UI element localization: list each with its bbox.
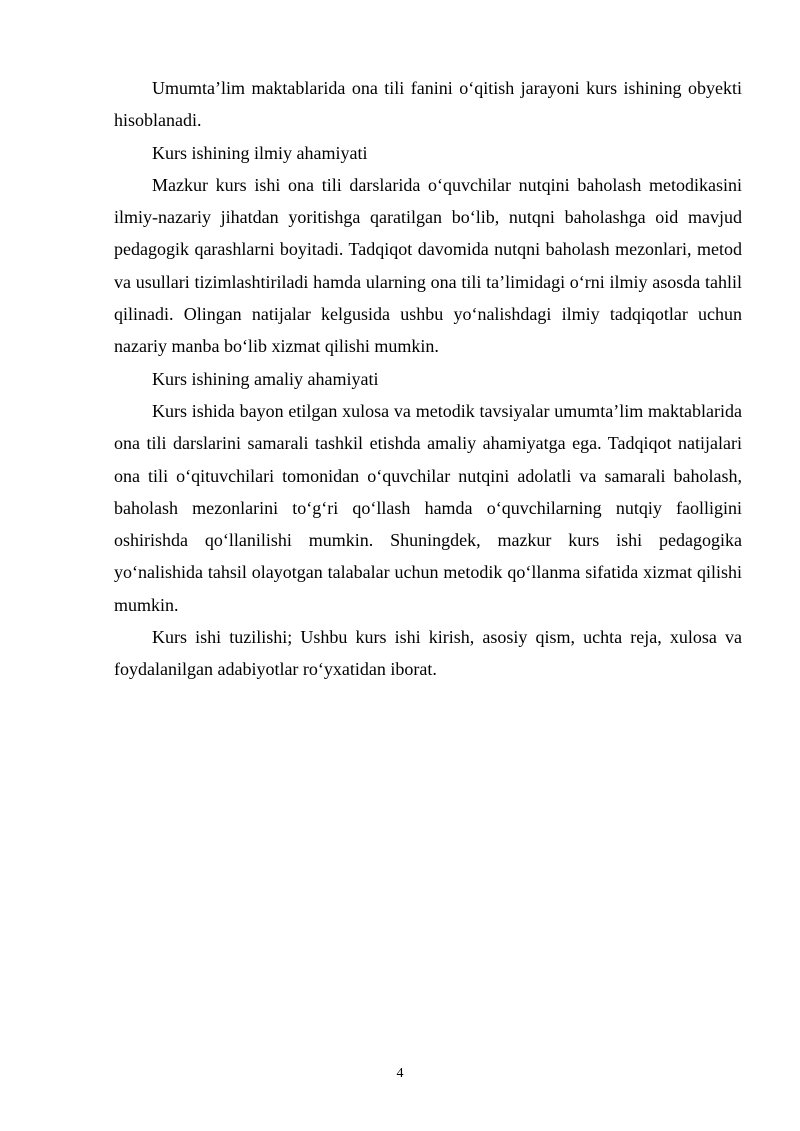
page-number: 4: [396, 1066, 404, 1081]
paragraph-object: Umumta’lim maktablarida ona tili fanini o‘qitish jarayoni kurs ishining obyekti hisoblanadi.: [114, 78, 742, 131]
paragraph-structure: Kurs ishi tuzilishi; Ushbu kurs ishi kirish, asosiy qism, uchta reja, xulosa va foydalanilgan adabiyotlar ro‘yxatidan iborat.: [114, 627, 742, 680]
heading-practical-significance: Kurs ishining amaliy ahamiyati: [152, 368, 379, 389]
heading-scientific-significance: Kurs ishining ilmiy ahamiyati: [152, 142, 368, 163]
paragraph-practical-significance: Kurs ishida bayon etilgan xulosa va metodik tavsiyalar umumta’lim maktablarida ona tili darslarini samarali tashkil etishda amaliy ahamiyatga ega. Tadqiqot natijalari ona tili o‘qituvchilari tomonidan o‘quvchilar nutqini adolatli va samarali baholash, baholash mezonlarini to‘g‘ri qo‘llash hamda o‘quvchilarning nutqiy faolligini oshirishda qo‘llanilishi mumkin. Shuningdek, mazkur kurs ishi pedagogika yo‘nalishida tahsil olayotgan talabalar uchun metodik qo‘llanma sifatida xizmat qilishi mumkin.: [114, 400, 742, 615]
paragraph-scientific-significance: Mazkur kurs ishi ona tili darslarida o‘quvchilar nutqini baholash metodikasini ilmiy-nazariy jihatdan yoritishga qaratilgan bo‘lib, nutqni baholashga oid mavjud pedagogik qarashlarni boyitadi. Tadqiqot davomida nutqni baholash mezonlari, metod va usullari tizimlashtiriladi hamda ularning ona tili ta’limidagi o‘rni ilmiy asosda tahlil qilinadi. Olingan natijalar kelgusida ushbu yo‘nalishdagi ilmiy tadqiqotlar uchun nazariy manba bo‘lib xizmat qilishi mumkin.: [114, 174, 742, 357]
page-body: [114, 72, 742, 686]
